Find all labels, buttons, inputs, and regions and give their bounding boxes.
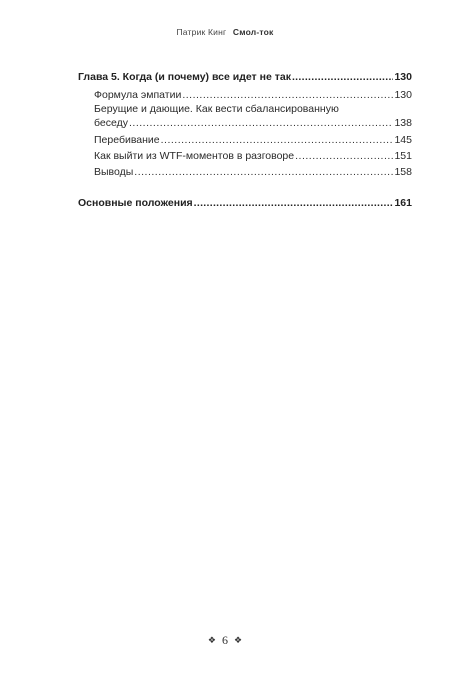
- toc-leader-dots: [182, 88, 393, 102]
- ornament-right-icon: ❖: [234, 636, 243, 646]
- toc-leader-dots: [161, 133, 394, 147]
- toc-summary: [78, 196, 412, 210]
- toc-item-takers-givers: [94, 102, 412, 130]
- toc-page-number: 130: [394, 71, 412, 83]
- toc-page-number: 158: [394, 166, 412, 178]
- toc-leader-dots: [295, 149, 393, 163]
- toc-page-number: 145: [394, 134, 412, 146]
- toc-item-title: Формула эмпатии: [94, 89, 182, 101]
- toc-chapter-title: Глава 5. Когда (и почему) все идет не так: [78, 71, 291, 83]
- toc-page-number: 161: [394, 197, 412, 209]
- toc-item-empathy: [94, 88, 412, 102]
- toc-leader-dots: [292, 70, 394, 84]
- toc-item-title: Как выйти из WTF-моментов в разговоре: [94, 150, 295, 162]
- running-head-author: Патрик Кинг: [176, 27, 227, 37]
- running-head: [0, 27, 450, 37]
- toc-summary-title: Основные положения: [78, 197, 193, 209]
- running-head-book-title: Смол-ток: [232, 27, 274, 37]
- toc-item-title-line2: беседу: [94, 117, 128, 129]
- toc-item-conclusions: [94, 165, 412, 179]
- toc-leader-dots: [194, 196, 394, 210]
- toc-leader-dots: [129, 116, 393, 130]
- toc-item-title-line1: Берущие и дающие. Как вести сбалансированную: [94, 103, 339, 115]
- toc-item-title: Перебивание: [94, 134, 160, 146]
- ornament-left-icon: ❖: [207, 636, 216, 646]
- toc-item-title: Выводы: [94, 166, 134, 178]
- toc-item-interrupting: [94, 133, 412, 147]
- page-number: 6: [222, 633, 228, 647]
- toc-item-wtf-moments: [94, 149, 412, 163]
- toc-leader-dots: [134, 165, 393, 179]
- page-folio: [0, 633, 450, 648]
- toc-page-number: 138: [394, 117, 412, 129]
- toc-chapter-5: [78, 70, 412, 84]
- toc-page-number: 130: [394, 89, 412, 101]
- toc-page-number: 151: [394, 150, 412, 162]
